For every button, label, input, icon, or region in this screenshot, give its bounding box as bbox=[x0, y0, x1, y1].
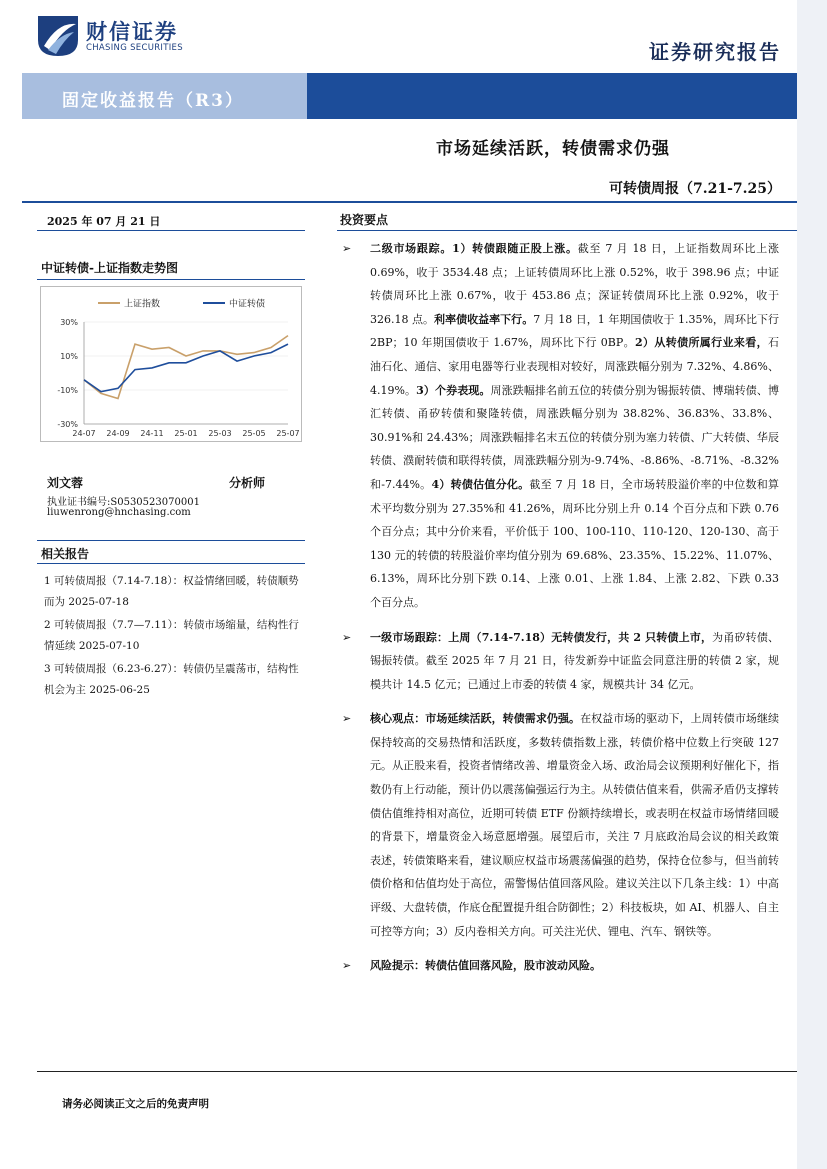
logo-name-cn: 财信证券 bbox=[86, 20, 178, 44]
analyst-email: liuwenrong@hnchasing.com bbox=[47, 507, 191, 518]
analyst-role: 分析师 bbox=[229, 476, 266, 490]
key-points-divider bbox=[337, 230, 797, 231]
x-tick-label: 25-01 bbox=[174, 429, 198, 438]
key-point-lead: 一级市场跟踪：上周（7.14-7.18）无转债发行，共 2 只转债上市， bbox=[370, 630, 713, 644]
disclaimer-note: 请务必阅读正文之后的免责声明 bbox=[62, 1098, 209, 1110]
left-divider-2 bbox=[37, 279, 305, 280]
key-point-lead: 二级市场跟踪。1）转债跟随正股上涨。 bbox=[370, 242, 578, 255]
key-point-text: 7 月 18 日，1 年期国债收于 1.35%，周环比下行 2BP；10 年期国债收于 1.67%，周环比下行 0BP。 bbox=[370, 312, 780, 350]
bullet-arrow-icon: ➢ bbox=[342, 630, 352, 644]
key-point-item bbox=[337, 954, 779, 978]
report-category: 固定收益报告（R3） bbox=[62, 91, 244, 111]
key-point-bold-text: 4）转债估值分化。 bbox=[431, 477, 530, 491]
category-band-right bbox=[307, 73, 797, 119]
left-divider-4 bbox=[37, 563, 305, 564]
related-report-item[interactable]: 3 可转债周报（6.23-6.27）：转债仍呈震荡市，结构性机会为主 2025-06-25 bbox=[44, 663, 299, 696]
key-point-item bbox=[337, 707, 779, 943]
trend-chart bbox=[40, 286, 302, 442]
x-tick-label: 25-05 bbox=[242, 429, 266, 438]
x-tick-label: 25-07 bbox=[276, 429, 300, 438]
key-points-heading: 投资要点 bbox=[340, 213, 389, 227]
analyst-name: 刘文蓉 bbox=[47, 476, 84, 490]
page-subtitle: 可转债周报（7.21-7.25） bbox=[608, 181, 781, 197]
x-tick-label: 24-11 bbox=[140, 429, 164, 438]
related-reports-list bbox=[44, 571, 302, 703]
x-tick-label: 24-07 bbox=[72, 429, 96, 438]
y-tick-label: 30% bbox=[60, 318, 78, 327]
header-divider bbox=[22, 201, 797, 203]
bullet-arrow-icon: ➢ bbox=[342, 712, 352, 726]
report-date: 2025 年 07 月 21 日 bbox=[47, 215, 161, 228]
key-point-bold-text: 利率债收益率下行。 bbox=[434, 312, 534, 326]
right-margin-strip bbox=[797, 0, 827, 1169]
y-tick-label: -30% bbox=[57, 420, 78, 429]
x-tick-label: 25-03 bbox=[208, 429, 232, 438]
key-point-lead: 核心观点：市场延续活跃，转债需求仍强。 bbox=[370, 712, 581, 726]
key-point-lead: 风险提示：转债估值回落风险，股市波动风险。 bbox=[370, 959, 601, 973]
bullet-arrow-icon: ➢ bbox=[342, 242, 352, 255]
key-point-text: 截至 7 月 18 日，上证指数周环比上涨 0.69%，收于 3534.48 点；上证转债周环比上涨 0.52%，收于 398.96 点；中证转债周环比上涨 0.67%，收于 453.86 点；深证转债周环比上涨 0.92%，收于 326.18 点。 bbox=[370, 242, 780, 326]
key-point-text: 周涨跌幅排名前五位的转债分别为锡振转债、博瑞转债、博汇转债、甬矽转债和聚隆转债，周涨跌幅分别为 38.82%、36.83%、33.8%、30.91%和 24.43%；周涨跌幅排名末五位的转债分别为塞力转债、广大转债、华辰转债、濮耐转债和联得转债，周涨跌幅分别为-9.74%、-8.86%、-8.71%、-8.32%和-7.44%。 bbox=[370, 383, 780, 491]
left-divider-3 bbox=[37, 540, 305, 541]
legend-label: 上证指数 bbox=[124, 299, 161, 310]
key-point-text: 为甬矽转债、锡振转债。截至 2025 年 7 月 21 日，待发新券中证监会同意注册的转债 2 家，规模共计 14.5 亿元；已通过上市委的转债 4 家，规模共计 34 亿元。 bbox=[370, 630, 780, 691]
key-point-item bbox=[337, 626, 779, 697]
page-title: 市场延续活跃，转债需求仍强 bbox=[436, 139, 670, 159]
related-report-item[interactable]: 2 可转债周报（7.7—7.11）：转债市场缩量，结构性行情延续 2025-07-10 bbox=[44, 619, 299, 652]
footer-divider bbox=[37, 1071, 797, 1072]
key-point-bold-text: 3）个券表现。 bbox=[416, 383, 491, 397]
key-points-list bbox=[337, 237, 779, 989]
chart-heading: 中证转债-上证指数走势图 bbox=[41, 261, 178, 275]
related-report-item[interactable]: 1 可转债周报（7.14-7.18）：权益情绪回暖，转债顺势而为 2025-07-18 bbox=[44, 575, 299, 608]
bullet-arrow-icon: ➢ bbox=[342, 959, 352, 973]
left-divider-1 bbox=[37, 230, 305, 231]
key-point-item bbox=[337, 237, 779, 615]
related-heading: 相关报告 bbox=[41, 547, 90, 561]
key-point-text: 截至 7 月 18 日，全市场转股溢价率的中位数和算术平均数分别为 27.35%和 41.26%，周环比分别上升 0.14 个百分点和下跌 0.76 个百分点；其中分价来看，平价低于 100、100-110、110-120、120-130、高于 130 元的转债的转股溢价率均值分别为 69.68%、23.35%、15.22%、11.07%、6.13%，周环比分别下跌 0.14、上涨 0.01、上涨 1.84、上涨 2.82、下跌 0.33 个百分点。 bbox=[370, 477, 779, 609]
logo-name-en: CHASING SECURITIES bbox=[86, 43, 183, 53]
key-point-text: 石油石化、通信、家用电器等行业表现相对较好，周涨跌幅分别为 7.32%、4.86%、4.19%。 bbox=[370, 336, 779, 397]
y-tick-label: -10% bbox=[57, 386, 78, 395]
y-tick-label: 10% bbox=[60, 352, 78, 361]
x-tick-label: 24-09 bbox=[106, 429, 130, 438]
key-point-text: 在权益市场的驱动下，上周转债市场继续保持较高的交易热情和活跃度，多数转债指数上涨，转债价格中位数上行突破 127 元。从正股来看，投资者情绪改善、增量资金入场、政治局会议预期利好催化下，指数仍有上行动能，预计仍以震荡偏强运行为主。从转债估值来看，供需矛盾仍支撑转债估值维持相对高位，近期可转债 ETF 份额持续增长，或表明在权益市场情绪回暖的背景下，增量资金入场意愿增强。展望后市，关注 7 月底政治局会议的相关政策表述，转债策略来看，建议顺应权益市场震荡偏强的趋势，保持仓位参与，但当前转债价格和估值均处于高位，需警惕估值回落风险。建议关注以下几条主线：1）中高评级、大盘转债，作底仓配置提升组合防御性；2）科技板块，如 AI、机器人、自主可控等方向；3）反内卷相关方向。可关注光伏、锂电、汽车、钢铁等。 bbox=[370, 712, 780, 938]
logo-mark-icon bbox=[34, 12, 82, 60]
legend-label: 中证转债 bbox=[229, 299, 266, 310]
key-point-bold-text: 2）从转债所属行业来看， bbox=[634, 336, 768, 350]
chart-frame bbox=[41, 287, 302, 442]
analyst-certificate: 执业证书编号:S0530523070001 bbox=[47, 497, 200, 508]
report-type: 证券研究报告 bbox=[649, 40, 781, 64]
